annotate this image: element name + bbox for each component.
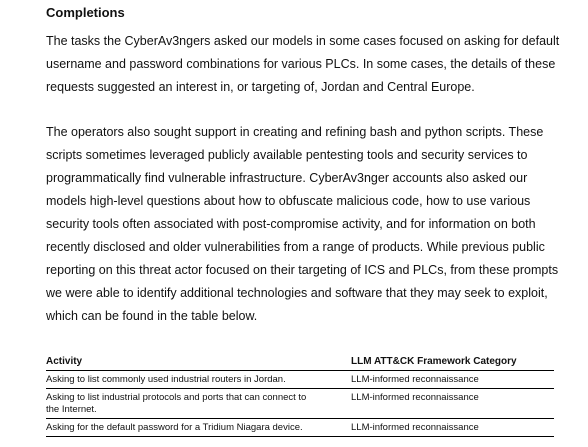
paragraph-line: we were able to identify additional technologies and software that they may seek to exploit, [46, 286, 548, 300]
paragraph-line: reporting on this threat actor focused on their targeting of ICS and PLCs, from these prompts [46, 263, 559, 277]
paragraph-line: The tasks the CyberAv3ngers asked our models in some cases focused on asking for default [46, 34, 560, 48]
activity-text: the Internet. [46, 404, 97, 415]
paragraph-line: username and password combinations for various PLCs. In some cases, the details of these [46, 57, 556, 71]
table-row [46, 419, 554, 437]
column-header-activity: Activity [46, 352, 351, 371]
activity-table [46, 352, 554, 437]
activity-text: Asking to list industrial protocols and ports that can connect to [46, 392, 307, 403]
paragraph-line: requests suggested an interest in, or targeting of, Jordan and Central Europe. [46, 80, 475, 94]
activity-text: Asking for the default password for a Tridium Niagara device. [46, 422, 303, 433]
paragraph-operator-support [46, 121, 559, 328]
paragraph-line: recently disclosed and older vulnerabilities from a range of products. While previous public [46, 240, 545, 254]
activity-cell [46, 389, 351, 419]
paragraph-line: which can be found in the table below. [46, 309, 258, 323]
paragraph-line: security tools often associated with post-compromise activity, and for information on both [46, 217, 536, 231]
activity-text: Asking to list commonly used industrial routers in Jordan. [46, 374, 286, 385]
paragraph-line: models high-level questions about how to obfuscate malicious code, how to use various [46, 194, 531, 208]
table-header-row [46, 352, 554, 371]
section-heading: Completions [46, 5, 125, 20]
column-header-category: LLM ATT&CK Framework Category [351, 352, 554, 371]
paragraph-line: programmatically find vulnerable infrastructure. CyberAv3nger accounts also asked our [46, 171, 528, 185]
activity-cell [46, 419, 351, 437]
category-cell: LLM-informed reconnaissance [351, 389, 554, 419]
table-row [46, 389, 554, 419]
paragraph-completions-intro [46, 30, 560, 99]
paragraph-line: The operators also sought support in creating and refining bash and python scripts. These [46, 125, 544, 139]
category-cell: LLM-informed reconnaissance [351, 371, 554, 389]
paragraph-line: scripts sometimes leveraged publicly available pentesting tools and security services to [46, 148, 528, 162]
activity-cell [46, 371, 351, 389]
table-row [46, 371, 554, 389]
category-cell: LLM-informed reconnaissance [351, 419, 554, 437]
